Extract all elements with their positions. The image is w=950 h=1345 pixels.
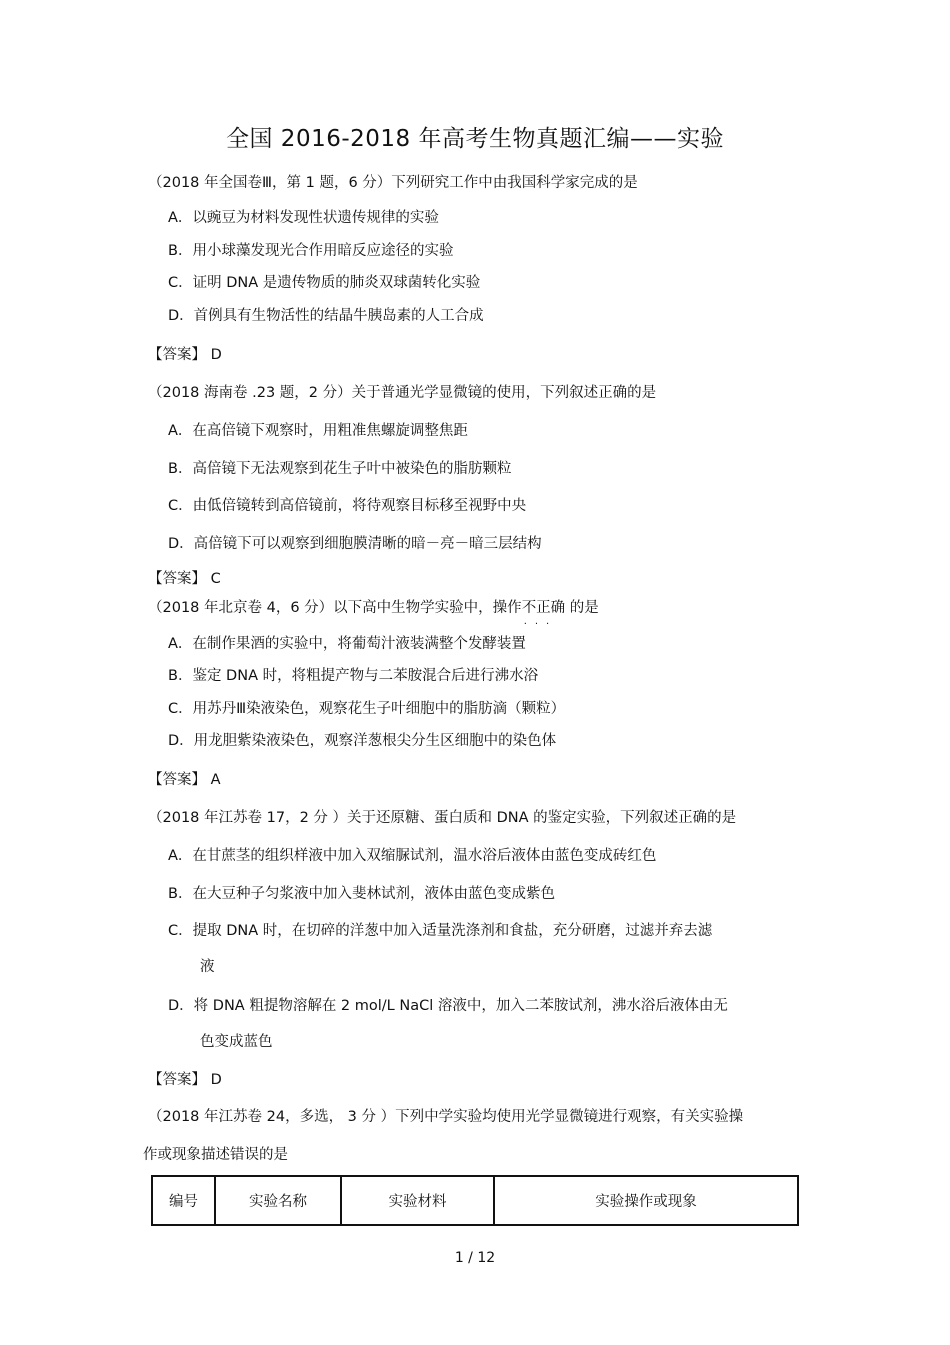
question-3-stem-emphasis <box>521 600 566 630</box>
emphasis-text: 不正确 <box>521 600 566 616</box>
question-2-stem: （2018 海南卷 .23 题，2 分）关于普通光学显微镜的使用，下列叙述正确的是 <box>148 385 657 401</box>
question-2-answer: 【答案】 C <box>148 571 221 587</box>
question-1-option-a: A．以豌豆为材料发现性状遗传规律的实验 <box>168 210 439 226</box>
question-3-stem <box>148 598 599 630</box>
question-1-stem: （2018 年全国卷Ⅲ，第 1 题，6 分）下列研究工作中由我国科学家完成的是 <box>148 175 638 191</box>
emphasis-dots: ··· <box>523 619 558 630</box>
experiment-table <box>151 1175 799 1226</box>
question-4-option-d-continued: 色变成蓝色 <box>200 1034 273 1050</box>
table-header-number: 编号 <box>152 1176 215 1225</box>
page-number: 1 / 12 <box>454 1250 496 1266</box>
question-2-option-c: C．由低倍镜转到高倍镜前，将待观察目标移至视野中央 <box>168 498 527 514</box>
question-1-option-c: C．证明 DNA 是遗传物质的肺炎双球菌转化实验 <box>168 275 481 291</box>
question-4-option-c: C．提取 DNA 时，在切碎的洋葱中加入适量洗涤剂和食盐，充分研磨，过滤并弃去滤 <box>168 923 713 939</box>
question-4-option-b: B．在大豆种子匀浆液中加入斐林试剂，液体由蓝色变成紫色 <box>168 886 555 902</box>
question-2-option-a: A．在高倍镜下观察时，用粗准焦螺旋调整焦距 <box>168 423 468 439</box>
question-1-option-b: B．用小球藻发现光合作用暗反应途径的实验 <box>168 243 454 259</box>
question-2-option-b: B．高倍镜下无法观察到花生子叶中被染色的脂肪颗粒 <box>168 461 512 477</box>
table-header-operation: 实验操作或现象 <box>494 1176 798 1225</box>
table-header-experiment-name: 实验名称 <box>215 1176 341 1225</box>
question-4-answer: 【答案】 D <box>148 1072 222 1088</box>
question-3-answer: 【答案】 A <box>148 772 221 788</box>
question-4-stem: （2018 年江苏卷 17，2 分 ）关于还原糖、蛋白质和 DNA 的鉴定实验，下列叙述正确的是 <box>148 810 737 826</box>
question-3-stem-after: 的是 <box>565 600 599 616</box>
table-header-row <box>152 1176 798 1225</box>
question-3-option-b: B．鉴定 DNA 时，将粗提产物与二苯胺混合后进行沸水浴 <box>168 668 539 684</box>
table-header-material: 实验材料 <box>341 1176 494 1225</box>
question-4-option-d: D．将 DNA 粗提物溶解在 2 mol/L NaCl 溶液中，加入二苯胺试剂，沸水浴后液体由无 <box>168 998 728 1014</box>
question-3-option-d: D．用龙胆紫染液染色，观察洋葱根尖分生区细胞中的染色体 <box>168 733 557 749</box>
question-1-answer: 【答案】 D <box>148 347 222 363</box>
question-5-stem-line-1: （2018 年江苏卷 24，多选， 3 分 ）下列中学实验均使用光学显微镜进行观察，有关实验操 <box>148 1109 744 1125</box>
question-3-stem-before: （2018 年北京卷 4，6 分）以下高中生物学实验中，操作 <box>148 600 522 616</box>
question-3-option-c: C．用苏丹Ⅲ染液染色，观察花生子叶细胞中的脂肪滴（颗粒） <box>168 701 566 717</box>
question-5-stem-line-2: 作或现象描述错误的是 <box>143 1147 288 1163</box>
document-title: 全国 2016-2018 年高考生物真题汇编——实验 <box>226 126 724 152</box>
question-3-option-a: A．在制作果酒的实验中，将葡萄汁液装满整个发酵装置 <box>168 636 526 652</box>
question-2-option-d: D．高倍镜下可以观察到细胞膜清晰的暗－亮－暗三层结构 <box>168 536 542 552</box>
question-1-option-d: D．首例具有生物活性的结晶牛胰岛素的人工合成 <box>168 308 484 324</box>
question-4-option-c-continued: 液 <box>200 959 215 975</box>
question-4-option-a: A．在甘蔗茎的组织样液中加入双缩脲试剂，温水浴后液体由蓝色变成砖红色 <box>168 848 657 864</box>
